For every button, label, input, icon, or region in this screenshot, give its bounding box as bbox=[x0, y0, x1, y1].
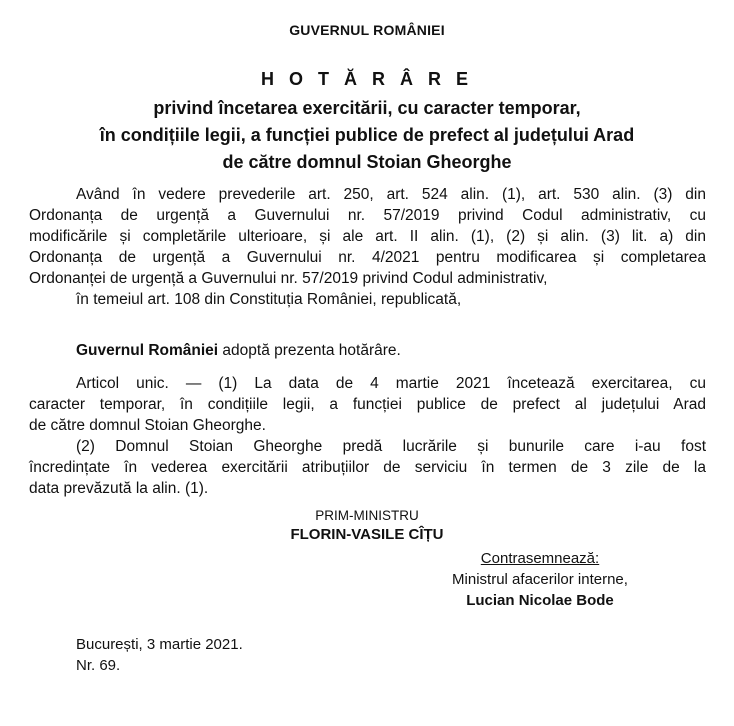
subtitle-line: de către domnul Stoian Gheorghe bbox=[222, 152, 512, 172]
preamble bbox=[29, 184, 706, 310]
preamble-line: Ordonanța de urgență a Guvernului nr. 57/2019 privind Codul administrativ, cu bbox=[29, 207, 706, 224]
countersignature-block bbox=[410, 548, 670, 611]
article-line: Articol unic. — (1) La data de 4 martie 2021 încetează exercitarea, cu bbox=[76, 375, 706, 392]
preamble-line: Ordonanța de urgență a Guvernului nr. 4/2021 pentru modificarea și completarea bbox=[29, 249, 706, 266]
document-subtitle bbox=[20, 95, 714, 176]
signatory-name: FLORIN-VASILE CÎȚU bbox=[290, 526, 444, 543]
article-line: încredințate în vederea exercitării atribuțiilor de serviciu în termen de 3 zile de la bbox=[29, 459, 706, 476]
minister-title: Ministrul afacerilor interne, bbox=[452, 571, 628, 588]
institution-heading: GUVERNUL ROMÂNIEI bbox=[289, 22, 445, 38]
adoption-statement bbox=[76, 340, 706, 361]
document-footer bbox=[76, 634, 243, 676]
article-line: data prevăzută la alin. (1). bbox=[29, 480, 209, 497]
adoption-text: adoptă prezenta hotărâre. bbox=[218, 342, 401, 359]
preamble-line: modificările și completările ulterioare, și ale art. II alin. (1), (2) și alin. (3) lit. a) din bbox=[29, 228, 706, 245]
document-number: Nr. 69. bbox=[76, 657, 121, 674]
document-type-heading: H O T Ă R Â R E bbox=[260, 69, 473, 89]
preamble-line: Ordonanței de urgență a Guvernului nr. 57/2019 privind Codul administrativ, bbox=[29, 270, 548, 287]
article-unic bbox=[29, 373, 706, 499]
preamble-line: Având în vedere prevederile art. 250, art. 524 alin. (1), art. 530 alin. (3) din bbox=[76, 186, 706, 203]
adoption-subject: Guvernul României bbox=[76, 342, 219, 359]
legal-basis-line: în temeiul art. 108 din Constituția României, republicată, bbox=[76, 291, 462, 308]
article-line: de către domnul Stoian Gheorghe. bbox=[29, 417, 266, 434]
signatory-role: PRIM-MINISTRU bbox=[315, 508, 419, 523]
place-date: București, 3 martie 2021. bbox=[76, 636, 243, 653]
minister-name: Lucian Nicolae Bode bbox=[466, 592, 614, 609]
countersign-label: Contrasemnează: bbox=[480, 550, 600, 567]
subtitle-line: privind încetarea exercitării, cu caracter temporar, bbox=[153, 98, 581, 118]
subtitle-line: în condițiile legii, a funcției publice de prefect al județului Arad bbox=[99, 125, 635, 145]
article-line: (2) Domnul Stoian Gheorghe predă lucrările și bunurile care i-au fost bbox=[76, 438, 706, 455]
article-line: caracter temporar, în condițiile legii, a funcției publice de prefect al județului Arad bbox=[29, 396, 706, 413]
